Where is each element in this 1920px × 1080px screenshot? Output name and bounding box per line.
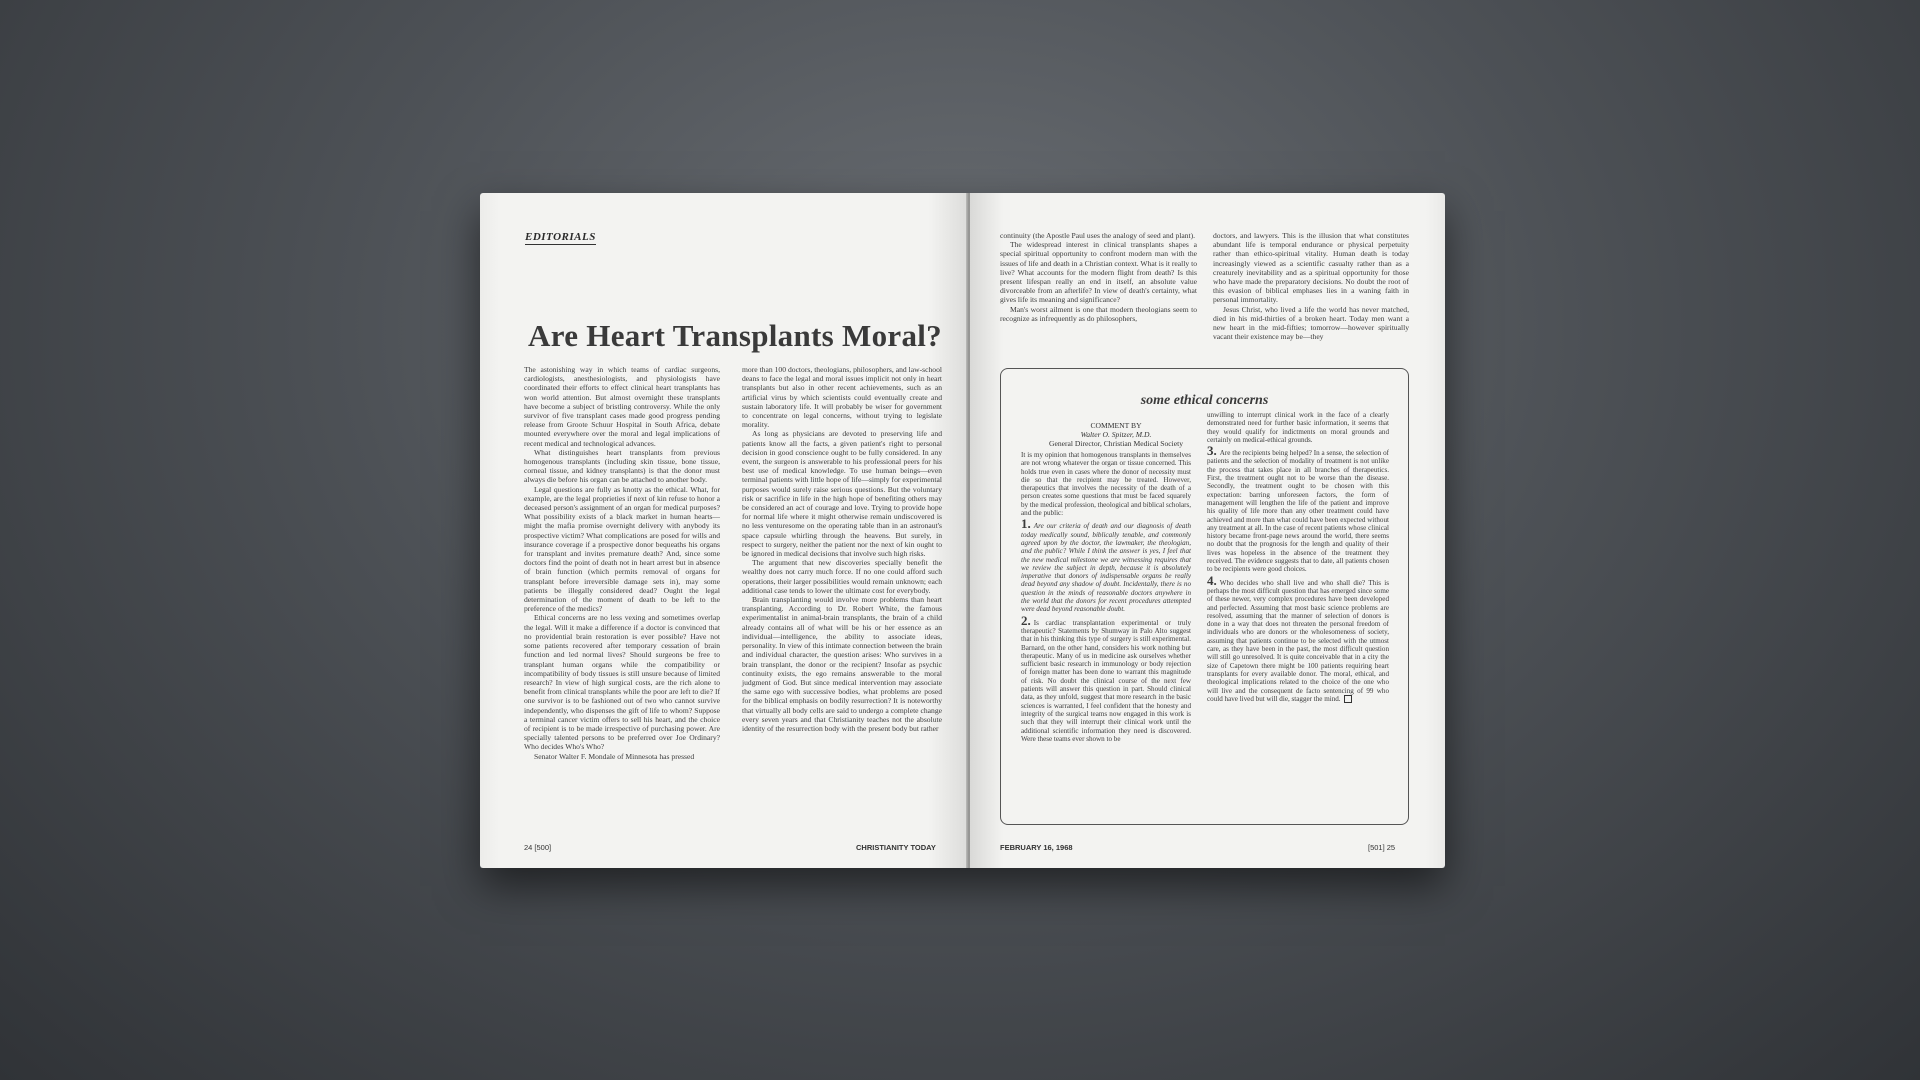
- question-2: 2. Is cardiac transplantation experimental or truly therapeutic? Statements by Shumway in Palo Alto suggest that in his thinking this type of surgery is still experimental. Barnard, on the other hand, considers his work nothing but therapeutic. Many of us in medicine ask ourselves whether sufficient basic research in immunology or body rejection of foreign matter has been done to warrant this magnitude of risk. No doubt the clinical course of the next few patients will answer this question in part. Should clinical data, as they unfold, suggest that more research in the basic sciences is warranted, I feel confident that the honesty and integrity of the surgical teams now engaged in this work is such that they will interrupt their clinical work until the additional scientific information they need is discovered. Were these teams ever shown to be: [1021, 612, 1191, 743]
- byline: [1041, 421, 1191, 448]
- paragraph: Brain transplanting would involve more problems than heart transplanting. According to Dr. Robert White, the famous experimentalist in animal-brain transplants, the brain of a child already contains all of what will be his or her essence as an individual—intelligence, the ability to associate ideas, personality. In view of this intimate connection between the brain and individual character, the question arises: Who survives in a brain transplant, the donor or the recipient? Insofar as psychic continuity exists, the ego remains answerable to the moral judgment of God. But since medical intervention may associate the same ego with successive bodies, what problems are posed for the biblical emphasis on bodily resurrection? It is noteworthy that virtually all body cells are said to undergo a complete change every seven years and that Christianity teaches not the absolute identity of the resurrection body with the present body but rather: [742, 595, 942, 733]
- paragraph: The widespread interest in clinical transplants shapes a special spiritual opportunity to confront modern man with the issues of life and death in a Christian context. What is it really to live? What accounts for the modern flight from death? Is this present lifespan really an end in itself, an absolute value divorceable from an afterlife? In view of death's certainty, what gives life its meaning and significance?: [1000, 240, 1197, 305]
- right-column-2: [1213, 231, 1409, 341]
- paragraph: The astonishing way in which teams of cardiac surgeons, cardiologists, anesthesiologists, and physiologists have coordinated their efforts to effect clinical heart transplants has won world attention. But almost overnight these transplants have become a subject of bristling controversy. While the only survivor of five transplant cases made good progress pending release from Groote Schuur Hospital in South Africa, debate mounted everywhere over the moral and legal implications of recent medical and technological advances.: [524, 365, 720, 448]
- box-column-2: [1207, 411, 1389, 703]
- paragraph: As long as physicians are devoted to preserving life and patients know all the facts, a given patient's right to personal decision in good conscience ought to be fully considered. In any event, the surgeon is answerable to his professional peers for his best use of medical knowledge. To use human beings—even terminal patients with little hope of life—simply for experimental purposes would surely raise serious questions. But the voluntary risk or sacrifice in life in the high hope of benefiting others may be considered an act of courage and love. Trying to provide hope for normal life where it might otherwise remain undiscovered is no less venturesome on the operating table than in an astronaut's space capsule whirling through the heavens. But surely, in respect to surgery, neither the patient nor the next of kin ought to be ignored in medical decisions that involve such high risks.: [742, 429, 942, 559]
- paragraph: Man's worst ailment is one that modern theologians seem to recognize as infrequently as do philosophers,: [1000, 304, 1197, 323]
- headline: Are Heart Transplants Moral?: [528, 318, 942, 353]
- box-title: some ethical concerns: [1140, 393, 1269, 408]
- issue-date: FEBRUARY 16, 1968: [1000, 843, 1073, 852]
- sidebar-box: [1000, 368, 1409, 825]
- page-folio: 24 [500]: [524, 843, 552, 852]
- paragraph: Legal questions are fully as knotty as the ethical. What, for example, are the legal proprieties if next of kin refuse to honor a deceased person's assignment of an organ for medical purposes? What possibility exists of a black market in human hearts—might the mafia promise overnight delivery with anybody its prospective victim? What complications are posed for wills and insurance coverage if a prospective donor bequeaths his organs for transplant and invites premature death? And, since some doctors find the point of death not in heart arrest but in absence of brain function (which permits removal of organs for transplant before irreversible damage sets in), may some patients be illegally considered dead? Ought the legal determination of the moment of death to be left to the preference of the medics?: [524, 484, 720, 614]
- right-column-1: [1000, 231, 1197, 323]
- paragraph: more than 100 doctors, theologians, philosophers, and law-school deans to face the legal and moral issues implicit not only in heart transplants but also in other recent achievements, such as an artificial virus by which scientists could eventually create and sustain laboratory life. It will probably be wiser for government to concentrate on legal concerns, without trying to legislate morality.: [742, 365, 942, 430]
- open-magazine: [480, 193, 1445, 868]
- byline-label: COMMENT BY: [1090, 421, 1142, 430]
- question-1: 1. Are our criteria of death and our diagnosis of death today medically sound, biblically tenable, and commonly agreed upon by the doctor, the lawmaker, the theologian, and the public? While I think the answer is yes, I feel that the new medical milestone we are witnessing requires that we review the subject in depth, because it is absolutely imperative that donors of indispensable organs be really dead beyond any shadow of doubt. Incidentally, there is no question in the minds of reasonable doctors anywhere in the world that the donors for recent procedures attempted were dead beyond reasonable doubt.: [1021, 516, 1191, 614]
- byline-title: General Director, Christian Medical Society: [1048, 439, 1184, 448]
- paragraph: Senator Walter F. Mondale of Minnesota has pressed: [534, 751, 695, 761]
- paragraph: doctors, and lawyers. This is the illusion that what constitutes abundant life is temporal endurance or physical perpetuity rather than ethico-spiritual vitality. Human death is today increasingly viewed as a scientific casualty rather than as a creaturely inevitability and as a spiritual opportunity for those who have made the preparatory decisions. No doubt the root of this evasion of biblical emphases lies in a waning faith in personal immortality.: [1213, 231, 1409, 305]
- end-mark-icon: [1344, 695, 1352, 703]
- byline-author: Walter O. Spitzer, M.D.: [1080, 430, 1152, 439]
- magazine-name: CHRISTIANITY TODAY: [856, 843, 936, 852]
- paragraph: Ethical concerns are no less vexing and sometimes overlap the legal. Will it make a difference if a doctor is convinced that no providential brain restoration is ever possible? Have not some patients recovered after temporary cessation of brain function and led normal lives? Should surgeons be free to transplant human organs while the compatibility or incompatibility of body tissues is still unsure because of limited research? In view of high surgical costs, are the rich alone to benefit from clinical transplants while the poor are left to die? If one survivor is to be fashioned out of two who cannot survive independently, who dispenses the gift of life to whom? Suppose a terminal cancer victim offers to sell his heart, and the choice of recipient is to be made irrespective of purchasing power. Are specially talented persons to be preferred over Joe Ordinary? Who decides Who's Who?: [524, 613, 720, 752]
- paragraph: unwilling to interrupt clinical work in the face of a clearly demonstrated need for further basic information, it seems that they would qualify for indictments on moral grounds and certainly on medical-ethical grounds.: [1207, 411, 1389, 444]
- question-3: 3. Are the recipients being helped? In a sense, the selection of patients and the selection of modality of treatment is not unlike the process that takes place in all branches of therapeutics. First, the treatment ought not to be worse than the disease. Secondly, the treatment ought to be chosen with this expectation: barring unforeseen factors, the form of management will lengthen the life of the patient and improve his quality of life more than any other treatment could have achieved and more than what could have been expected without any treatment at all. In the case of recent patients whose clinical history became front-page news around the world, there seems no doubt that the prognosis for the length and quality of their lives was hopeless in the absence of the treatment they received. The evidence suggests that to date, all patients chosen to be recipients were good choices.: [1207, 443, 1389, 574]
- question-4: 4. Who decides who shall live and who shall die? This is perhaps the most difficult question that has emerged since some of these newer, very complex procedures have been developed and perfected. Assuming that most basic science problems are resolved, assuming that the manner of selection of donors is done in a way that does not threaten the personal freedom of individuals who are donors or the wholesomeness of society, assuming that patients continue to be selected with the utmost care, as they have been in the past, the most difficult question will still go unresolved. It is quite conceivable that in a city the size of Capetown there might be 100 patients requiring heart transplants for every available donor. The moral, ethical, and theological implications related to the choice of the one who will live and the consequent de facto sentencing of 99 who could have lived but will die, stagger the mind.: [1207, 572, 1389, 703]
- left-column-2: [742, 365, 942, 733]
- section-label: EDITORIALS: [525, 231, 596, 243]
- paragraph: It is my opinion that homogenous transplants in themselves are not wrong whatever the organ or tissue concerned. This holds true even in cases where the donor of necessity must die so that the recipient may be treated. However, therapeutics that involves the necessity of the death of a person creates some questions that must be faced squarely by the medical profession, theological and biblical scholars, and the public:: [1021, 451, 1192, 518]
- left-column-1: [524, 365, 720, 761]
- paragraph: Jesus Christ, who lived a life the world has never matched, died in his mid-thirties of a broken heart. Today men want a new heart in the mid-fifties; tomorrow—however spiritually vacant their existence may be—they: [1213, 304, 1409, 342]
- right-page: [970, 193, 1445, 868]
- left-page: [480, 193, 968, 868]
- paragraph: continuity (the Apostle Paul uses the analogy of seed and plant).: [1000, 231, 1196, 240]
- paragraph: The argument that new discoveries specially benefit the wealthy does not carry much force. If no one could afford such operations, their larger possibilities would remain unknown; each additional case tends to lower the ultimate cost for everybody.: [742, 558, 942, 595]
- page-folio: [501] 25: [1368, 843, 1396, 852]
- paragraph: What distinguishes heart transplants from previous homogenous transplants (including skin tissue, bone tissue, corneal tissue, and kidney transplants) is that the donor must always die before his organ can be attached to another body.: [524, 447, 720, 485]
- box-column-1: [1021, 451, 1191, 743]
